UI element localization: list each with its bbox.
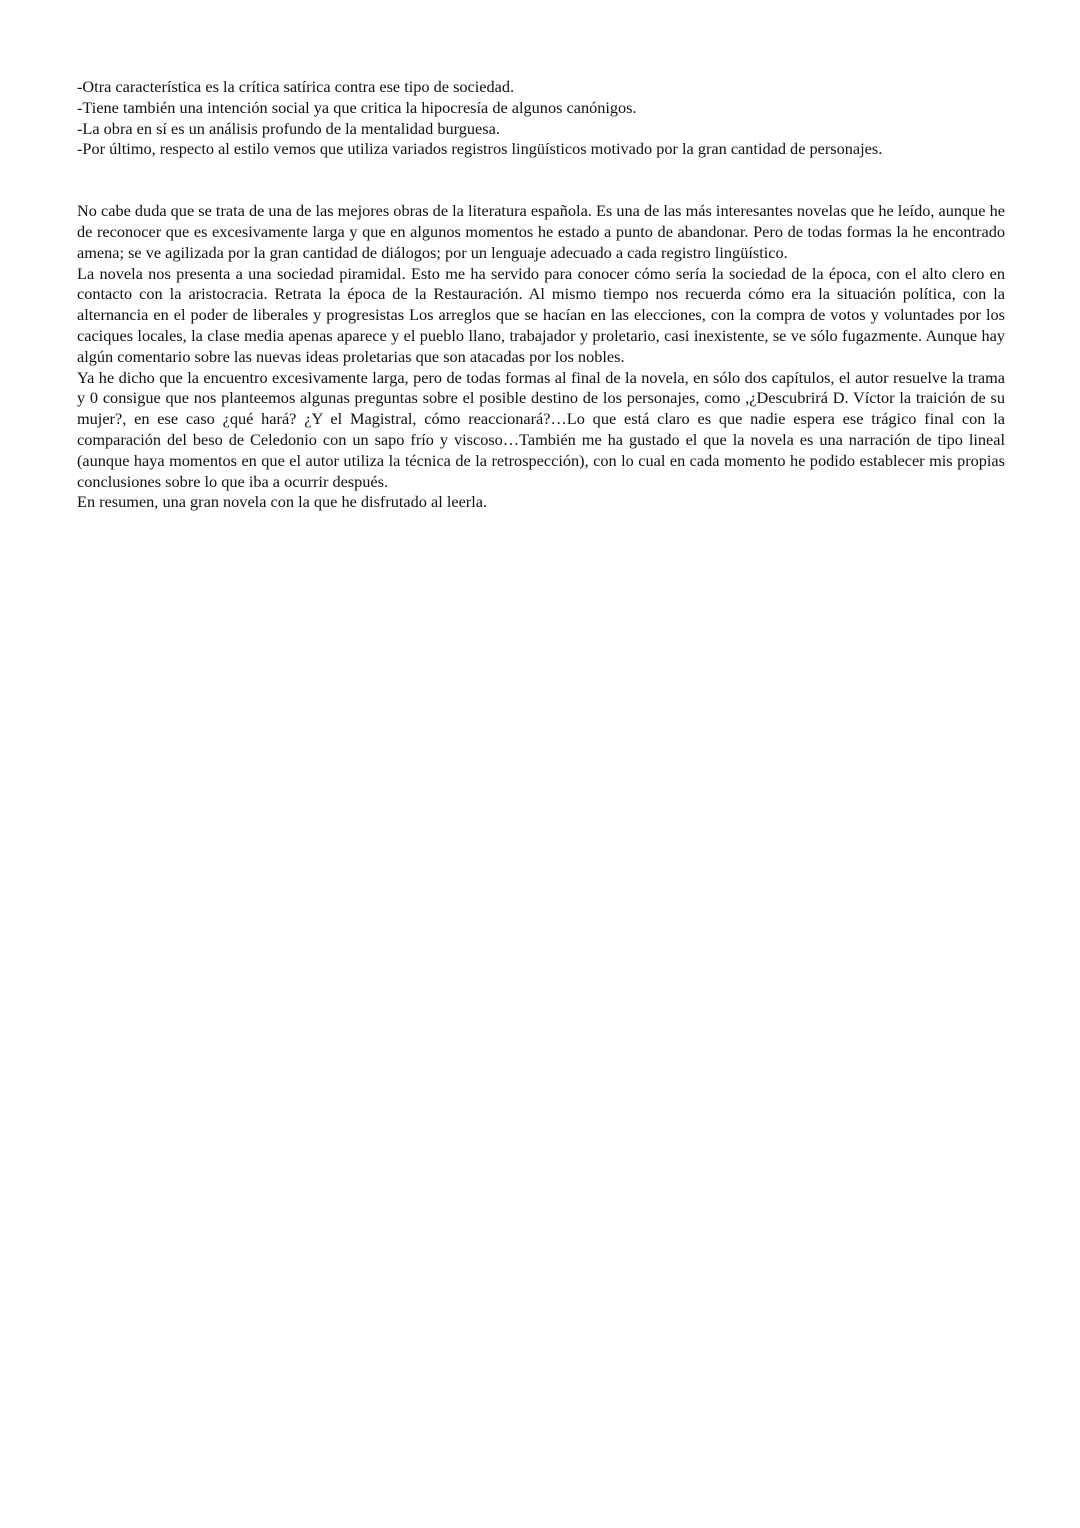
document-page	[77, 77, 1005, 513]
list-item-bourgeois-analysis: -La obra en sí es un análisis profundo de la mentalidad burguesa.	[77, 118, 500, 138]
paragraph-opinion: No cabe duda que se trata de una de las mejores obras de la literatura española. Es una de las más interesantes novelas que he leído, aunque he de reconocer que es excesivamente larga y que en algunos momentos he estado a punto de abandonar. Pero de todas formas la he encontrado amena; se ve agilizada por la gran cantidad de diálogos; por un lenguaje adecuado a cada registro lingüístico.	[77, 201, 1005, 262]
section-spacer	[77, 160, 1005, 201]
paragraph-summary: En resumen, una gran novela con la que he disfrutado al leerla.	[77, 492, 488, 512]
list-item-social-intention: -Tiene también una intención social ya que critica la hipocresía de algunos canónigos.	[77, 97, 637, 117]
characteristics-list	[77, 77, 1005, 160]
paragraph-ending: Ya he dicho que la encuentro excesivamente larga, pero de todas formas al final de la novela, en sólo dos capítulos, el autor resuelve la trama y 0 consigue que nos planteemos algunas preguntas sobre el posible destino de los personajes, como ,¿Descubrirá D. Víctor la traición de su mujer?, en ese caso ¿qué hará? ¿Y el Magistral, cómo reaccionará?…Lo que está claro es que nadie espera ese trágico final con la comparación del beso de Celedonio con un sapo frío y viscoso…También me ha gustado el que la novela es una narración de tipo lineal (aunque haya momentos en que el autor utiliza la técnica de la retrospección), con lo cual en cada momento he podido establecer mis propias conclusiones sobre lo que iba a ocurrir después.	[77, 367, 1005, 491]
list-item-style-registers: -Por último, respecto al estilo vemos que utiliza variados registros lingüísticos motivado por la gran cantidad de personajes.	[77, 139, 883, 159]
list-item-satirical-critique: -Otra característica es la crítica satírica contra ese tipo de sociedad.	[77, 77, 515, 96]
paragraph-society: La novela nos presenta a una sociedad piramidal. Esto me ha servido para conocer cómo sería la sociedad de la época, con el alto clero en contacto con la aristocracia. Retrata la época de la Restauración. Al mismo tiempo nos recuerda cómo era la situación política, con la alternancia en el poder de liberales y progresistas Los arreglos que se hacían en las elecciones, con la compra de votos y voluntades por los caciques locales, la clase media apenas aparece y el pueblo llano, trabajador y proletario, casi inexistente, se ve sólo fugazmente. Aunque hay algún comentario sobre las nuevas ideas proletarias que son atacadas por los nobles.	[77, 263, 1005, 366]
